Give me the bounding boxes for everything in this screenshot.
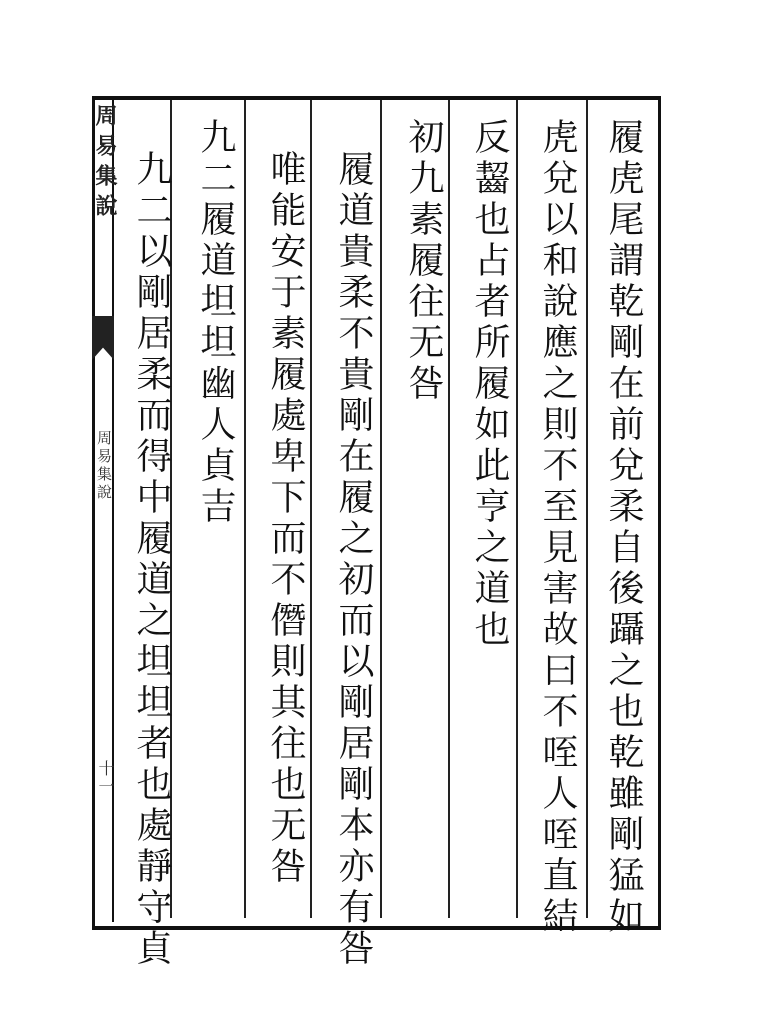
text-column-7: 九二履道坦坦幽人貞吉 bbox=[195, 118, 236, 528]
banxin-subtitle: 周易集說 bbox=[95, 430, 113, 502]
text-column-5: 履道貴柔不貴剛在履之初而以剛居剛本亦有咎 bbox=[333, 150, 374, 970]
text-column-8: 九二以剛居柔而得中履道之坦坦者也處靜守貞 bbox=[131, 150, 172, 970]
text-column-3: 反齧也占者所履如此亨之道也 bbox=[469, 118, 510, 651]
text-column-4: 初九素履往无咎 bbox=[403, 118, 444, 405]
text-column-6: 唯能安于素履處卑下而不僭則其往也无咎 bbox=[265, 150, 306, 888]
text-column-1: 履虎尾謂乾剛在前兌柔自後躡之也乾雖剛猛如 bbox=[603, 118, 644, 938]
banxin-title: 周易集說 bbox=[92, 104, 118, 224]
banxin-page-number: 十一 bbox=[96, 760, 115, 796]
text-column-2: 虎兌以和說應之則不至見害故曰不咥人咥直結 bbox=[537, 118, 578, 938]
